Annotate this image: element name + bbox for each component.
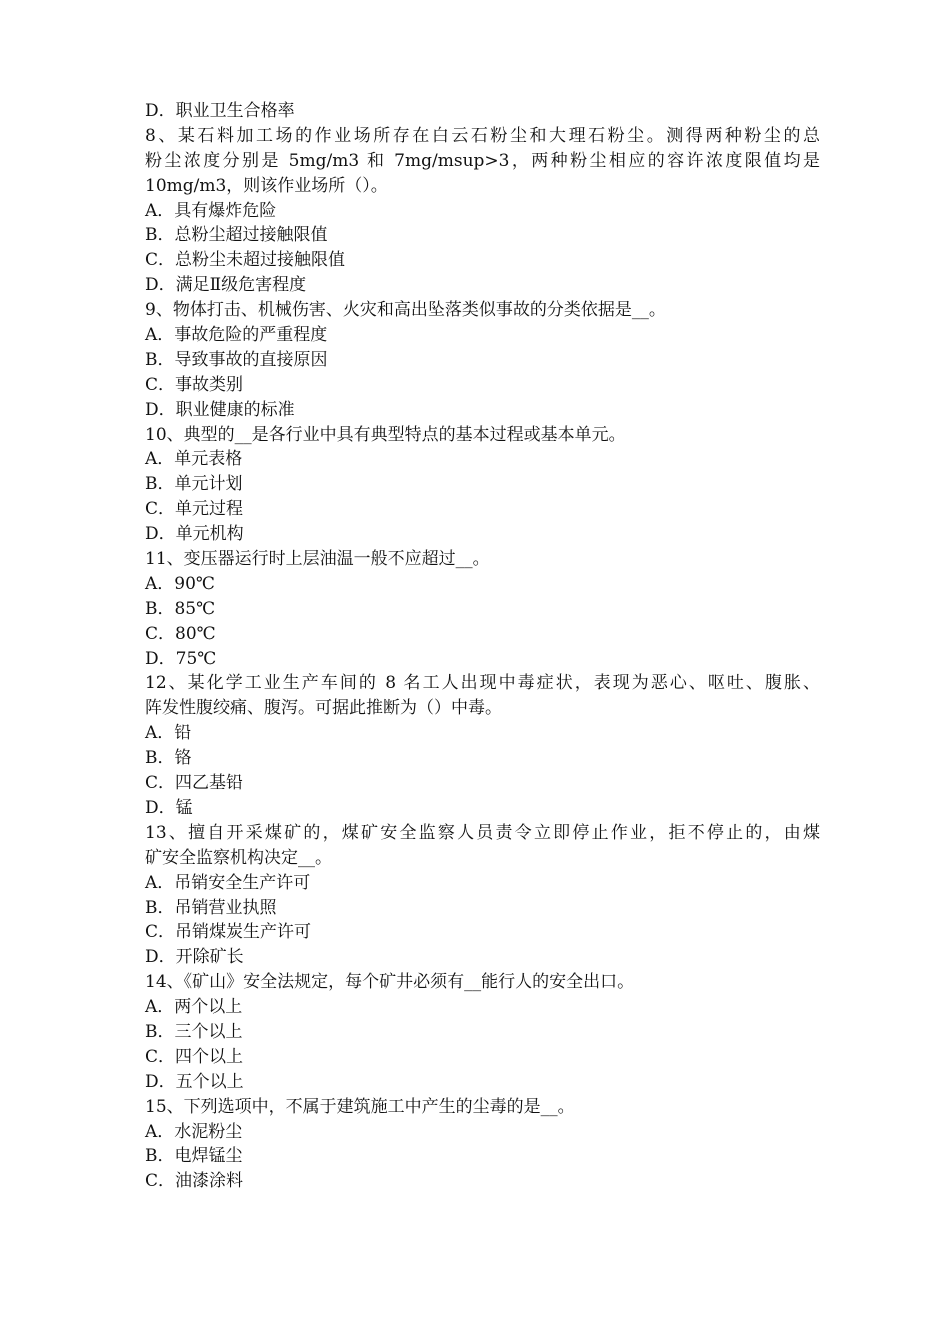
option-a: A．事故危险的严重程度 [145,325,328,346]
option-a: A．90℃ [145,573,215,594]
option-d: D．职业卫生合格率 [145,101,295,121]
option-d: D．五个以上 [145,1071,244,1092]
option-d: D．75℃ [145,648,217,669]
option-b: B．电焊锰尘 [145,1146,243,1167]
option-b: B．铬 [145,748,192,769]
question-9: 9、物体打击、机械伤害、火灾和高出坠落类似事故的分类依据是__。 [145,300,666,321]
option-b: B．导致事故的直接原因 [145,349,328,370]
option-c: C．四乙基铅 [145,773,244,794]
question-12-line-1: 12、某化学工业生产车间的 8 名工人出现中毒症状，表现为恶心、呕吐、腹胀、 [145,673,820,694]
question-11: 11、变压器运行时上层油温一般不应超过__。 [145,549,490,570]
option-c: C．吊销煤炭生产许可 [145,922,312,943]
option-b: B．单元计划 [145,474,243,495]
option-d: D．开除矿长 [145,947,244,968]
question-8-line-3: 10mg/m3，则该作业场所（）。 [145,175,388,196]
option-c: C．总粉尘未超过接触限值 [145,250,346,271]
question-8-line-2: 粉尘浓度分别是 5mg/m3 和 7mg/msup>3，两种粉尘相应的容许浓度限值均是 [145,150,820,171]
option-a: A．单元表格 [145,449,243,470]
document-body [145,99,820,1194]
question-10: 10、典型的__是各行业中具有典型特点的基本过程或基本单元。 [145,424,626,445]
option-c: C．油漆涂料 [145,1171,244,1192]
option-c: C．单元过程 [145,499,244,520]
option-c: C．四个以上 [145,1046,244,1067]
option-a: A．吊销安全生产许可 [145,872,311,893]
option-a: A．铅 [145,723,192,744]
option-a: A．水泥粉尘 [145,1121,243,1142]
option-d: D．满足Ⅱ级危害程度 [145,275,307,296]
question-15: 15、下列选项中，不属于建筑施工中产生的尘毒的是__。 [145,1096,575,1117]
option-a: A．具有爆炸危险 [145,200,277,221]
option-b: B．总粉尘超过接触限值 [145,225,328,246]
option-d: D．锰 [145,797,193,818]
option-b: B．吊销营业执照 [145,897,277,918]
question-14: 14、《矿山》安全法规定，每个矿井必须有__能行人的安全出口。 [145,972,635,993]
question-8-line-1: 8、某石料加工场的作业场所存在白云石粉尘和大理石粉尘。测得两种粉尘的总 [145,125,820,146]
option-b: B．三个以上 [145,1021,243,1042]
option-b: B．85℃ [145,598,216,619]
question-12-line-2: 阵发性腹绞痛、腹泻。可据此推断为（）中毒。 [145,698,502,719]
option-c: C．80℃ [145,623,216,644]
question-13-line-1: 13、擅自开采煤矿的，煤矿安全监察人员责令立即停止作业，拒不停止的，由煤 [145,822,820,843]
question-13-line-2: 矿安全监察机构决定__。 [145,847,332,868]
option-d: D．单元机构 [145,524,244,545]
option-d: D．职业健康的标准 [145,399,295,420]
option-c: C．事故类别 [145,374,244,395]
option-a: A．两个以上 [145,997,243,1018]
